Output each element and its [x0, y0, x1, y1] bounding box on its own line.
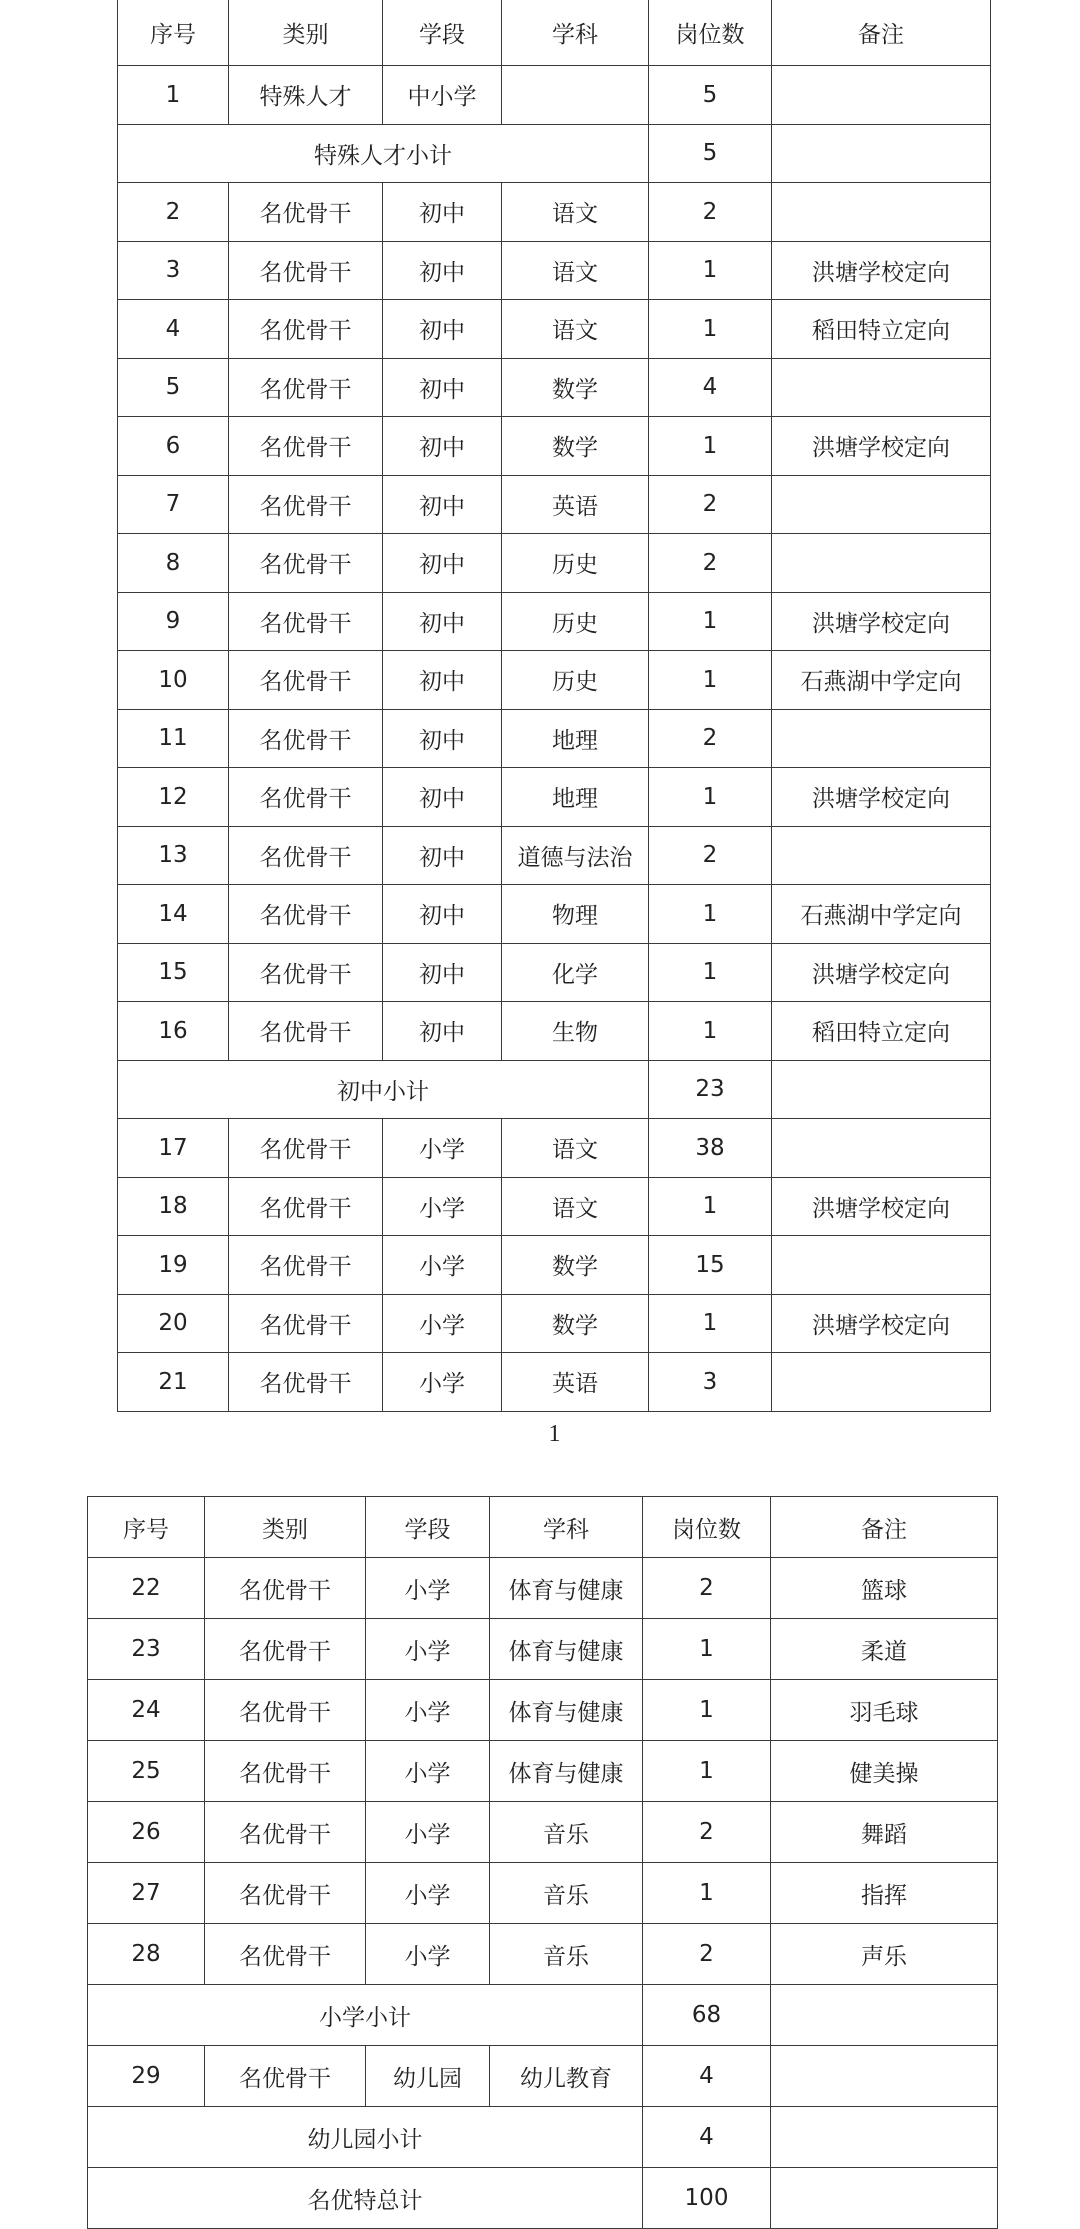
subtotal-label: 幼儿园小计 — [88, 2107, 643, 2168]
cell-note: 洪塘学校定向 — [772, 417, 991, 476]
cell-category: 名优骨干 — [229, 534, 383, 593]
cell-note — [772, 826, 991, 885]
cell-category: 名优骨干 — [229, 768, 383, 827]
cell-count: 1 — [649, 943, 772, 1002]
table-row — [118, 885, 991, 944]
cell-level: 小学 — [383, 1353, 502, 1412]
subtotal-note — [771, 2168, 998, 2229]
header-col-subject: 学科 — [502, 0, 649, 66]
cell-seq: 2 — [118, 183, 229, 242]
cell-count: 2 — [649, 475, 772, 534]
header-col-count: 岗位数 — [649, 0, 772, 66]
cell-subject: 音乐 — [490, 1863, 643, 1924]
cell-subject: 语文 — [502, 1177, 649, 1236]
cell-seq: 26 — [88, 1802, 205, 1863]
header-col-count: 岗位数 — [643, 1497, 771, 1558]
cell-subject: 幼儿教育 — [490, 2046, 643, 2107]
subtotal-count: 100 — [643, 2168, 771, 2229]
subtotal-count: 23 — [649, 1060, 772, 1119]
cell-level: 小学 — [366, 1680, 490, 1741]
cell-seq: 22 — [88, 1558, 205, 1619]
header-col-subject: 学科 — [490, 1497, 643, 1558]
cell-note — [772, 358, 991, 417]
subtotal-note — [771, 2107, 998, 2168]
cell-count: 1 — [649, 885, 772, 944]
cell-note: 稻田特立定向 — [772, 1002, 991, 1061]
subtotal-label: 小学小计 — [88, 1985, 643, 2046]
cell-subject: 体育与健康 — [490, 1558, 643, 1619]
subtotal-row — [118, 124, 991, 183]
cell-subject: 历史 — [502, 592, 649, 651]
cell-seq: 3 — [118, 241, 229, 300]
subtotal-row — [88, 2107, 998, 2168]
table-row — [118, 1294, 991, 1353]
cell-level: 小学 — [383, 1119, 502, 1178]
subtotal-count: 4 — [643, 2107, 771, 2168]
subtotal-label: 初中小计 — [118, 1060, 649, 1119]
cell-category: 名优骨干 — [205, 1619, 366, 1680]
cell-level: 小学 — [366, 1924, 490, 1985]
cell-note: 柔道 — [771, 1619, 998, 1680]
subtotal-count: 68 — [643, 1985, 771, 2046]
cell-note — [772, 66, 991, 125]
table-row — [118, 534, 991, 593]
cell-level: 初中 — [383, 358, 502, 417]
cell-count: 38 — [649, 1119, 772, 1178]
cell-count: 1 — [643, 1619, 771, 1680]
table-row — [118, 1177, 991, 1236]
table-row — [88, 1680, 998, 1741]
page-number: 1 — [548, 1421, 561, 1447]
cell-seq: 5 — [118, 358, 229, 417]
table-row — [118, 66, 991, 125]
cell-category: 名优骨干 — [205, 1863, 366, 1924]
cell-seq: 29 — [88, 2046, 205, 2107]
cell-count: 5 — [649, 66, 772, 125]
cell-level: 小学 — [366, 1619, 490, 1680]
cell-count: 1 — [649, 300, 772, 359]
cell-category: 名优骨干 — [229, 1177, 383, 1236]
cell-seq: 15 — [118, 943, 229, 1002]
cell-subject: 数学 — [502, 417, 649, 476]
cell-category: 名优骨干 — [229, 826, 383, 885]
cell-count: 1 — [649, 1002, 772, 1061]
cell-subject: 语文 — [502, 1119, 649, 1178]
table-row — [118, 709, 991, 768]
cell-category: 名优骨干 — [229, 417, 383, 476]
cell-subject: 数学 — [502, 1294, 649, 1353]
cell-note — [772, 475, 991, 534]
cell-level: 初中 — [383, 885, 502, 944]
table-row — [88, 1802, 998, 1863]
table-row — [118, 768, 991, 827]
cell-count: 2 — [643, 1924, 771, 1985]
cell-level: 幼儿园 — [366, 2046, 490, 2107]
cell-note: 石燕湖中学定向 — [772, 885, 991, 944]
cell-category: 名优骨干 — [205, 1680, 366, 1741]
cell-count: 1 — [649, 241, 772, 300]
header-col-category: 类别 — [229, 0, 383, 66]
subtotal-count: 5 — [649, 124, 772, 183]
cell-level: 小学 — [366, 1741, 490, 1802]
cell-subject: 语文 — [502, 183, 649, 242]
cell-seq: 10 — [118, 651, 229, 710]
cell-category: 名优骨干 — [229, 943, 383, 1002]
cell-note — [772, 183, 991, 242]
subtotal-row — [88, 2168, 998, 2229]
table-row — [118, 358, 991, 417]
cell-note: 稻田特立定向 — [772, 300, 991, 359]
table-row — [88, 1863, 998, 1924]
cell-level: 初中 — [383, 826, 502, 885]
cell-count: 2 — [643, 1558, 771, 1619]
cell-level: 初中 — [383, 475, 502, 534]
cell-level: 初中 — [383, 183, 502, 242]
cell-category: 名优骨干 — [229, 1353, 383, 1412]
table-row — [88, 1741, 998, 1802]
table-row — [118, 241, 991, 300]
cell-seq: 20 — [118, 1294, 229, 1353]
table-row — [118, 475, 991, 534]
cell-seq: 9 — [118, 592, 229, 651]
subtotal-note — [772, 1060, 991, 1119]
cell-category: 名优骨干 — [205, 1924, 366, 1985]
cell-category: 名优骨干 — [229, 1236, 383, 1295]
table-row — [88, 1558, 998, 1619]
subtotal-note — [772, 124, 991, 183]
cell-note: 篮球 — [771, 1558, 998, 1619]
cell-note: 石燕湖中学定向 — [772, 651, 991, 710]
cell-note: 洪塘学校定向 — [772, 592, 991, 651]
cell-level: 初中 — [383, 768, 502, 827]
cell-count: 2 — [643, 1802, 771, 1863]
cell-count: 1 — [643, 1680, 771, 1741]
cell-level: 初中 — [383, 651, 502, 710]
cell-subject: 体育与健康 — [490, 1680, 643, 1741]
cell-level: 小学 — [383, 1294, 502, 1353]
cell-category: 名优骨干 — [205, 1802, 366, 1863]
header-col-note: 备注 — [771, 1497, 998, 1558]
cell-seq: 12 — [118, 768, 229, 827]
cell-count: 4 — [649, 358, 772, 417]
subtotal-label: 名优特总计 — [88, 2168, 643, 2229]
cell-level: 初中 — [383, 709, 502, 768]
header-col-seq: 序号 — [88, 1497, 205, 1558]
cell-note — [771, 2046, 998, 2107]
cell-category: 名优骨干 — [229, 885, 383, 944]
cell-count: 2 — [649, 826, 772, 885]
cell-level: 小学 — [366, 1802, 490, 1863]
cell-seq: 6 — [118, 417, 229, 476]
cell-count: 2 — [649, 183, 772, 242]
cell-category: 名优骨干 — [229, 358, 383, 417]
cell-category: 名优骨干 — [229, 475, 383, 534]
table-row — [118, 1236, 991, 1295]
cell-level: 初中 — [383, 534, 502, 593]
cell-category: 名优骨干 — [229, 1119, 383, 1178]
header-row — [118, 0, 991, 66]
subtotal-row — [88, 1985, 998, 2046]
header-col-level: 学段 — [366, 1497, 490, 1558]
cell-category: 名优骨干 — [229, 651, 383, 710]
cell-category: 名优骨干 — [229, 241, 383, 300]
cell-subject: 历史 — [502, 651, 649, 710]
table-row — [118, 1353, 991, 1412]
cell-note: 洪塘学校定向 — [772, 768, 991, 827]
cell-seq: 18 — [118, 1177, 229, 1236]
cell-level: 小学 — [383, 1236, 502, 1295]
cell-level: 中小学 — [383, 66, 502, 125]
table-row — [118, 183, 991, 242]
table-body — [88, 1497, 998, 2229]
cell-level: 初中 — [383, 241, 502, 300]
header-col-seq: 序号 — [118, 0, 229, 66]
header-col-note: 备注 — [772, 0, 991, 66]
cell-count: 1 — [643, 1863, 771, 1924]
cell-subject: 语文 — [502, 300, 649, 359]
cell-seq: 4 — [118, 300, 229, 359]
table-row — [118, 826, 991, 885]
cell-subject: 化学 — [502, 943, 649, 1002]
table-row — [118, 417, 991, 476]
cell-seq: 14 — [118, 885, 229, 944]
header-col-category: 类别 — [205, 1497, 366, 1558]
cell-count: 1 — [649, 1177, 772, 1236]
header-row — [88, 1497, 998, 1558]
cell-seq: 19 — [118, 1236, 229, 1295]
cell-subject: 地理 — [502, 709, 649, 768]
subtotal-note — [771, 1985, 998, 2046]
table-body — [118, 0, 991, 1411]
cell-seq: 8 — [118, 534, 229, 593]
table-row — [118, 1002, 991, 1061]
table-row — [88, 1619, 998, 1680]
cell-category: 特殊人才 — [229, 66, 383, 125]
cell-count: 1 — [649, 651, 772, 710]
cell-note: 舞蹈 — [771, 1802, 998, 1863]
cell-seq: 16 — [118, 1002, 229, 1061]
subtotal-label: 特殊人才小计 — [118, 124, 649, 183]
cell-note: 健美操 — [771, 1741, 998, 1802]
cell-count: 2 — [649, 709, 772, 768]
table-row — [118, 300, 991, 359]
cell-level: 初中 — [383, 943, 502, 1002]
cell-level: 小学 — [366, 1558, 490, 1619]
cell-seq: 17 — [118, 1119, 229, 1178]
cell-category: 名优骨干 — [205, 1741, 366, 1802]
cell-count: 1 — [649, 417, 772, 476]
cell-note — [772, 1119, 991, 1178]
cell-subject: 音乐 — [490, 1802, 643, 1863]
cell-subject: 体育与健康 — [490, 1741, 643, 1802]
cell-subject: 历史 — [502, 534, 649, 593]
cell-seq: 7 — [118, 475, 229, 534]
cell-subject: 生物 — [502, 1002, 649, 1061]
cell-count: 4 — [643, 2046, 771, 2107]
cell-seq: 28 — [88, 1924, 205, 1985]
cell-level: 初中 — [383, 1002, 502, 1061]
cell-note: 指挥 — [771, 1863, 998, 1924]
cell-seq: 21 — [118, 1353, 229, 1412]
cell-note — [772, 1236, 991, 1295]
header-col-level: 学段 — [383, 0, 502, 66]
cell-subject: 英语 — [502, 1353, 649, 1412]
cell-category: 名优骨干 — [205, 1558, 366, 1619]
cell-subject: 体育与健康 — [490, 1619, 643, 1680]
cell-level: 小学 — [383, 1177, 502, 1236]
cell-level: 初中 — [383, 592, 502, 651]
cell-subject: 音乐 — [490, 1924, 643, 1985]
cell-seq: 27 — [88, 1863, 205, 1924]
cell-level: 初中 — [383, 300, 502, 359]
cell-count: 15 — [649, 1236, 772, 1295]
staff-position-table-page-1 — [117, 0, 991, 1412]
staff-position-table-page-2 — [87, 1496, 998, 2229]
cell-subject: 数学 — [502, 358, 649, 417]
cell-subject: 道德与法治 — [502, 826, 649, 885]
cell-seq: 24 — [88, 1680, 205, 1741]
cell-category: 名优骨干 — [205, 2046, 366, 2107]
cell-subject: 数学 — [502, 1236, 649, 1295]
cell-level: 小学 — [366, 1863, 490, 1924]
cell-note: 洪塘学校定向 — [772, 943, 991, 1002]
cell-note: 羽毛球 — [771, 1680, 998, 1741]
cell-subject: 英语 — [502, 475, 649, 534]
cell-category: 名优骨干 — [229, 300, 383, 359]
cell-note: 洪塘学校定向 — [772, 1177, 991, 1236]
cell-count: 1 — [649, 768, 772, 827]
cell-note — [772, 1353, 991, 1412]
cell-note: 洪塘学校定向 — [772, 241, 991, 300]
cell-subject: 语文 — [502, 241, 649, 300]
cell-subject: 物理 — [502, 885, 649, 944]
cell-note: 洪塘学校定向 — [772, 1294, 991, 1353]
cell-category: 名优骨干 — [229, 1002, 383, 1061]
cell-category: 名优骨干 — [229, 592, 383, 651]
cell-category: 名优骨干 — [229, 1294, 383, 1353]
cell-count: 2 — [649, 534, 772, 593]
cell-seq: 1 — [118, 66, 229, 125]
table-row — [118, 651, 991, 710]
cell-category: 名优骨干 — [229, 709, 383, 768]
cell-count: 1 — [649, 1294, 772, 1353]
cell-subject — [502, 66, 649, 125]
table-row — [88, 2046, 998, 2107]
table-row — [118, 943, 991, 1002]
cell-category: 名优骨干 — [229, 183, 383, 242]
cell-note — [772, 534, 991, 593]
cell-seq: 25 — [88, 1741, 205, 1802]
cell-count: 3 — [649, 1353, 772, 1412]
subtotal-row — [118, 1060, 991, 1119]
cell-seq: 23 — [88, 1619, 205, 1680]
cell-seq: 13 — [118, 826, 229, 885]
cell-level: 初中 — [383, 417, 502, 476]
cell-seq: 11 — [118, 709, 229, 768]
cell-count: 1 — [643, 1741, 771, 1802]
table-row — [118, 1119, 991, 1178]
cell-note: 声乐 — [771, 1924, 998, 1985]
table-row — [88, 1924, 998, 1985]
cell-count: 1 — [649, 592, 772, 651]
cell-note — [772, 709, 991, 768]
cell-subject: 地理 — [502, 768, 649, 827]
table-row — [118, 592, 991, 651]
